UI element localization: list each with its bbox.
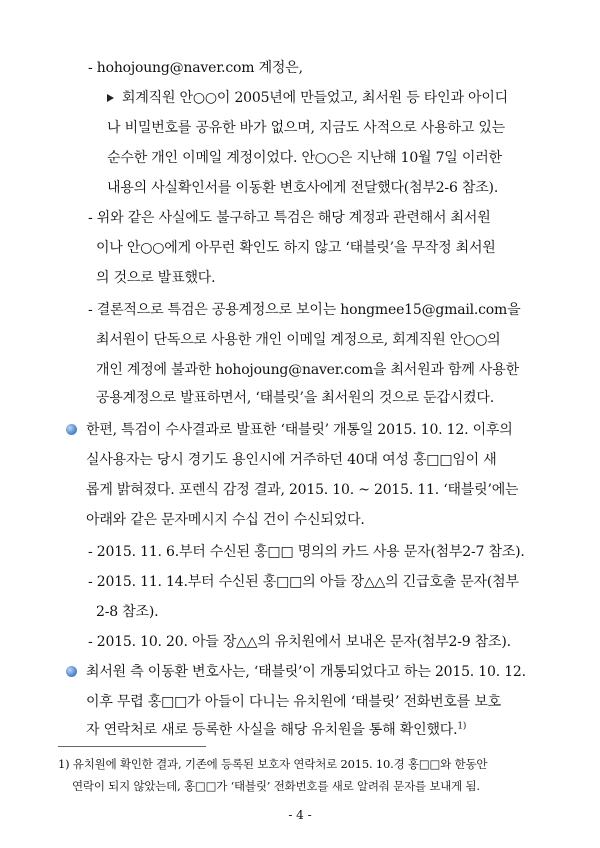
sms-item-1: - 2015. 11. 6.부터 수신된 홍□□ 명의의 카드 사용 문자(첨부2-7 참조). bbox=[88, 544, 525, 560]
arrow-point-line-4: 내용의 사실확인서를 이동환 변호사에게 전달했다(첨부2-6 참조). bbox=[107, 180, 499, 196]
dash-point-1-line-3: 의 것으로 발표했다. bbox=[96, 270, 216, 286]
account-intro-line: - hohojoung@naver.com 계정은, bbox=[88, 60, 303, 76]
arrow-point-line-1: 회계직원 안○○이 2005년에 만들었고, 최서원 등 타인과 아이디 bbox=[122, 90, 508, 106]
footnote-line-1: 1) 유치원에 확인한 결과, 기존에 등록된 보호자 연락처로 2015. 10.경 홍□□와 한동안 bbox=[58, 757, 488, 771]
dash-point-2-line-3: 개인 계정에 불과한 hohojoung@naver.com을 최서원과 함께 사용한 bbox=[96, 362, 519, 378]
bullet-1-line-1: 한편, 특검이 수사결과로 발표한 ‘태블릿’ 개통일 2015. 10. 12. 이후의 bbox=[86, 422, 513, 438]
dash-point-1-line-2: 이나 안○○에게 아무런 확인도 하지 않고 ‘태블릿’을 무작정 최서원 bbox=[96, 240, 496, 256]
bullet-1-line-3: 롭게 밝혀졌다. 포렌식 감정 결과, 2015. 10. ~ 2015. 11. ‘태블릿’에는 bbox=[86, 482, 519, 498]
bullet-1-line-2: 실사용자는 당시 경기도 용인시에 거주하던 40대 여성 홍□□임이 새 bbox=[86, 452, 497, 468]
dash-point-2-line-4: 공용계정으로 발표하면서, ‘태블릿’을 최서원의 것으로 둔갑시켰다. bbox=[96, 390, 494, 406]
sms-item-2: - 2015. 11. 14.부터 수신된 홍□□의 아들 장△△의 긴급호출 문자(첨부 bbox=[88, 574, 519, 590]
dash-point-2-line-1: - 결론적으로 특검은 공용계정으로 보이는 hongmee15@gmail.com을 bbox=[88, 302, 521, 318]
footnote-line-2: 연락이 되지 않았는데, 홍□□가 ‘태블릿’ 전화번호를 새로 알려줘 문자를 보내게 됨. bbox=[72, 779, 480, 793]
bullet-2-line-1: 최서원 측 이동환 변호사는, ‘태블릿’이 개통되었다고 하는 2015. 10. 12. bbox=[86, 664, 526, 680]
arrow-marker-icon bbox=[107, 94, 114, 102]
arrow-point-line-2: 나 비밀번호를 공유한 바가 없으며, 지금도 사적으로 사용하고 있는 bbox=[107, 120, 505, 136]
bullet-2-line-3 bbox=[86, 720, 466, 740]
arrow-point-line-3: 순수한 개인 이메일 계정이었다. 안○○은 지난해 10월 7일 이러한 bbox=[107, 150, 502, 166]
sms-item-2-cont: 2-8 참조). bbox=[96, 604, 159, 620]
bullet-2-line-2: 이후 무렵 홍□□가 아들이 다니는 유치원에 ‘태블릿’ 전화번호를 보호 bbox=[86, 694, 501, 710]
footnote-reference[interactable]: 1) bbox=[457, 721, 467, 732]
footnote-divider bbox=[58, 746, 206, 747]
bullet-1-line-4: 아래와 같은 문자메시지 수십 건이 수신되었다. bbox=[86, 512, 365, 528]
bullet-icon bbox=[66, 424, 77, 435]
page-number: - 4 - bbox=[288, 808, 312, 822]
bullet-2-line-3-text: 자 연락처로 새로 등록한 사실을 해당 유치원을 통해 확인했다. bbox=[86, 722, 458, 738]
dash-point-2-line-2: 최서원이 단독으로 사용한 개인 이메일 계정으로, 회계직원 안○○의 bbox=[96, 332, 501, 348]
sms-item-3: - 2015. 10. 20. 아들 장△△의 유치원에서 보내온 문자(첨부2-9 참조). bbox=[88, 634, 511, 650]
dash-point-1-line-1: - 위와 같은 사실에도 불구하고 특검은 해당 계정과 관련해서 최서원 bbox=[88, 210, 491, 226]
bullet-icon bbox=[66, 666, 77, 677]
